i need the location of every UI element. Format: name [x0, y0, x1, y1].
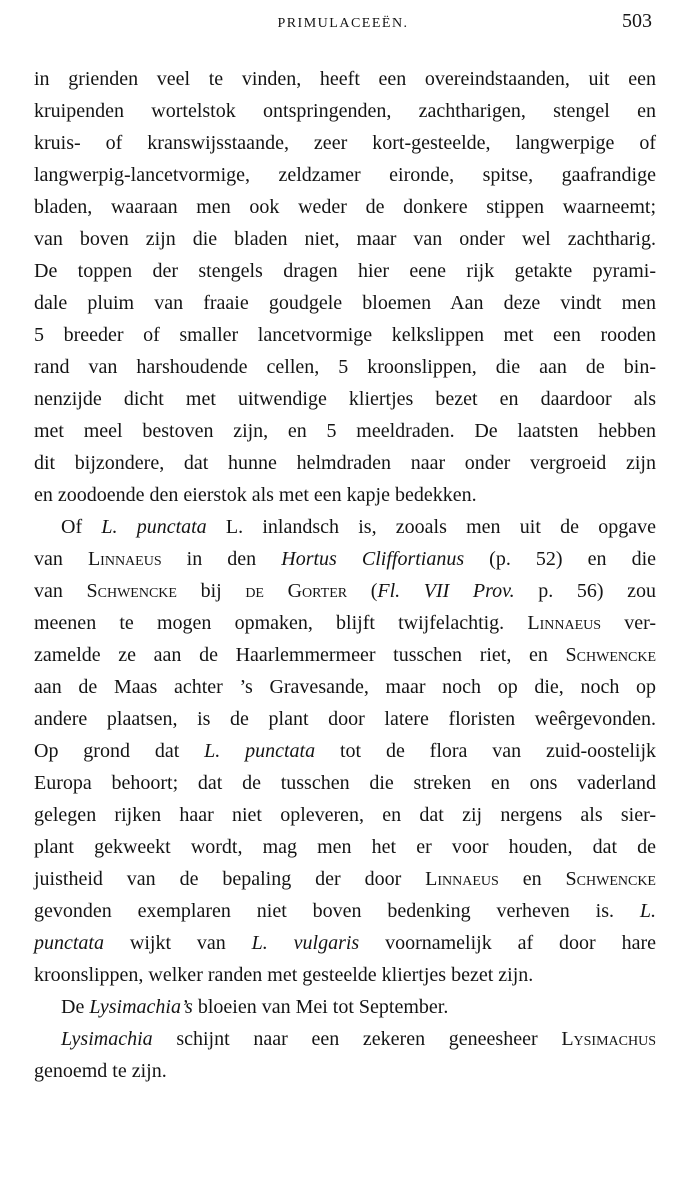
text-line: [34, 1023, 656, 1055]
text-segment: voornamelijk af door hare: [359, 932, 656, 954]
text-line: [34, 575, 656, 607]
text-segment: juistheid van de bepaling der door: [34, 868, 426, 890]
text-line: [34, 831, 656, 863]
text-line: [34, 479, 656, 511]
text-segment: en: [498, 868, 566, 890]
text-segment: bij: [176, 580, 246, 602]
text-segment: gevonden exemplaren niet boven bedenking verheven is.: [34, 900, 640, 922]
text-segment: kruipenden wortelstok ontspringenden, zachtharigen, stengel en: [34, 100, 656, 122]
page-header: [34, 10, 652, 40]
text-segment: nenzijde dicht met uitwendige kliertjes bezet en daardoor als: [34, 388, 656, 410]
body-text: [34, 63, 656, 1087]
italic-term: Fl. VII Prov.: [377, 580, 515, 602]
italic-term: Hortus Cliffortianus: [281, 548, 465, 570]
italic-term: Lysimachia: [61, 1028, 153, 1050]
italic-term: Lysimachia’s: [89, 996, 193, 1018]
text-segment: gelegen rijken haar niet opleveren, en dat zij nergens als sier-: [34, 804, 656, 826]
text-line: [34, 671, 656, 703]
text-segment: bladen, waaraan men ook weder de donkere stippen waarneemt;: [34, 196, 656, 218]
italic-term: L. punctata: [101, 516, 207, 538]
name-smallcaps: Schwencke: [565, 868, 656, 890]
text-segment: wijkt van: [104, 932, 252, 954]
text-line: [34, 767, 656, 799]
text-segment: plant gekweekt wordt, mag men het er voor houden, dat de: [34, 836, 656, 858]
text-segment: Europa behoort; dat de tusschen die streken en ons vaderland: [34, 772, 656, 794]
text-segment: dit bijzondere, dat hunne helmdraden naar onder vergroeid zijn: [34, 452, 656, 474]
text-segment: kruis- of kranswijsstaande, zeer kort-gesteelde, langwerpige of: [34, 132, 656, 154]
page-number: 503: [622, 10, 652, 32]
italic-term: punctata: [34, 932, 104, 954]
name-smallcaps: Schwencke: [565, 644, 656, 666]
text-segment: van boven zijn die bladen niet, maar van onder wel zachtharig.: [34, 228, 656, 250]
text-segment: (: [347, 580, 378, 602]
italic-term: L.: [639, 900, 656, 922]
text-line: [34, 287, 656, 319]
text-segment: bloeien van Mei tot September.: [192, 996, 449, 1018]
text-line: [34, 383, 656, 415]
text-line: [34, 95, 656, 127]
text-line: [34, 639, 656, 671]
text-line: [34, 511, 656, 543]
name-smallcaps: Linnaeus: [425, 868, 499, 890]
text-segment: L. inlandsch is, zooals men uit de opgave: [206, 516, 656, 538]
name-smallcaps: Linnaeus: [527, 612, 602, 634]
text-segment: schijnt naar een zekeren geneesheer: [152, 1028, 562, 1050]
text-segment: kroonslippen, welker randen met gesteelde kliertjes bezet zijn.: [34, 964, 534, 986]
italic-term: L. punctata: [204, 740, 316, 762]
name-smallcaps: Lysimachus: [561, 1028, 656, 1050]
text-line: [34, 863, 656, 895]
text-segment: in den: [161, 548, 282, 570]
text-segment: langwerpig-lancetvormige, zeldzamer eironde, spitse, gaafrandige: [34, 164, 656, 186]
text-segment: en zoodoende den eierstok als met een kapje bedekken.: [34, 484, 477, 506]
text-segment: met meel bestoven zijn, en 5 meeldraden. De laatsten hebben: [34, 420, 656, 442]
text-line: [34, 351, 656, 383]
text-line: [34, 223, 656, 255]
text-line: [34, 607, 656, 639]
text-segment: Of: [61, 516, 102, 538]
text-line: [34, 543, 656, 575]
text-segment: in grienden veel te vinden, heeft een overeindstaanden, uit een: [34, 68, 656, 90]
text-segment: dale pluim van fraaie goudgele bloemen Aan deze vindt men: [34, 292, 656, 314]
text-segment: van: [34, 548, 88, 570]
text-line: [34, 1055, 656, 1087]
text-line: [34, 703, 656, 735]
italic-term: L. vulgaris: [251, 932, 360, 954]
text-segment: (p. 52) en die: [464, 548, 656, 570]
text-line: [34, 63, 656, 95]
text-line: [34, 159, 656, 191]
text-line: [34, 895, 656, 927]
text-line: [34, 799, 656, 831]
text-line: [34, 735, 656, 767]
text-segment: De: [61, 996, 90, 1018]
text-segment: aan de Maas achter ’s Gravesande, maar noch op die, noch op: [34, 676, 656, 698]
text-segment: Op grond dat: [34, 740, 205, 762]
text-line: [34, 127, 656, 159]
text-segment: ver-: [601, 612, 656, 634]
text-line: [34, 447, 656, 479]
text-segment: rand van harshoudende cellen, 5 kroonslippen, die aan de bin-: [34, 356, 656, 378]
text-line: [34, 415, 656, 447]
text-segment: p. 56) zou: [514, 580, 656, 602]
text-line: [34, 191, 656, 223]
text-line: [34, 255, 656, 287]
name-smallcaps: de Gorter: [245, 580, 348, 602]
name-smallcaps: Schwencke: [86, 580, 177, 602]
text-segment: tot de flora van zuid-oostelijk: [315, 740, 656, 762]
text-segment: De toppen der stengels dragen hier eene rijk getakte pyrami-: [34, 260, 656, 282]
text-line: [34, 959, 656, 991]
text-segment: andere plaatsen, is de plant door latere floristen weêrgevonden.: [34, 708, 656, 730]
running-head: PRIMULACEEËN.: [277, 16, 409, 31]
text-segment: genoemd te zijn.: [34, 1060, 167, 1082]
text-segment: zamelde ze aan de Haarlemmermeer tusschen riet, en: [34, 644, 566, 666]
text-segment: van: [34, 580, 87, 602]
text-line: [34, 927, 656, 959]
name-smallcaps: Linnaeus: [87, 548, 162, 570]
text-line: [34, 319, 656, 351]
text-line: [34, 991, 656, 1023]
text-segment: meenen te mogen opmaken, blijft twijfelachtig.: [34, 612, 528, 634]
text-segment: 5 breeder of smaller lancetvormige kelkslippen met een rooden: [34, 324, 656, 346]
